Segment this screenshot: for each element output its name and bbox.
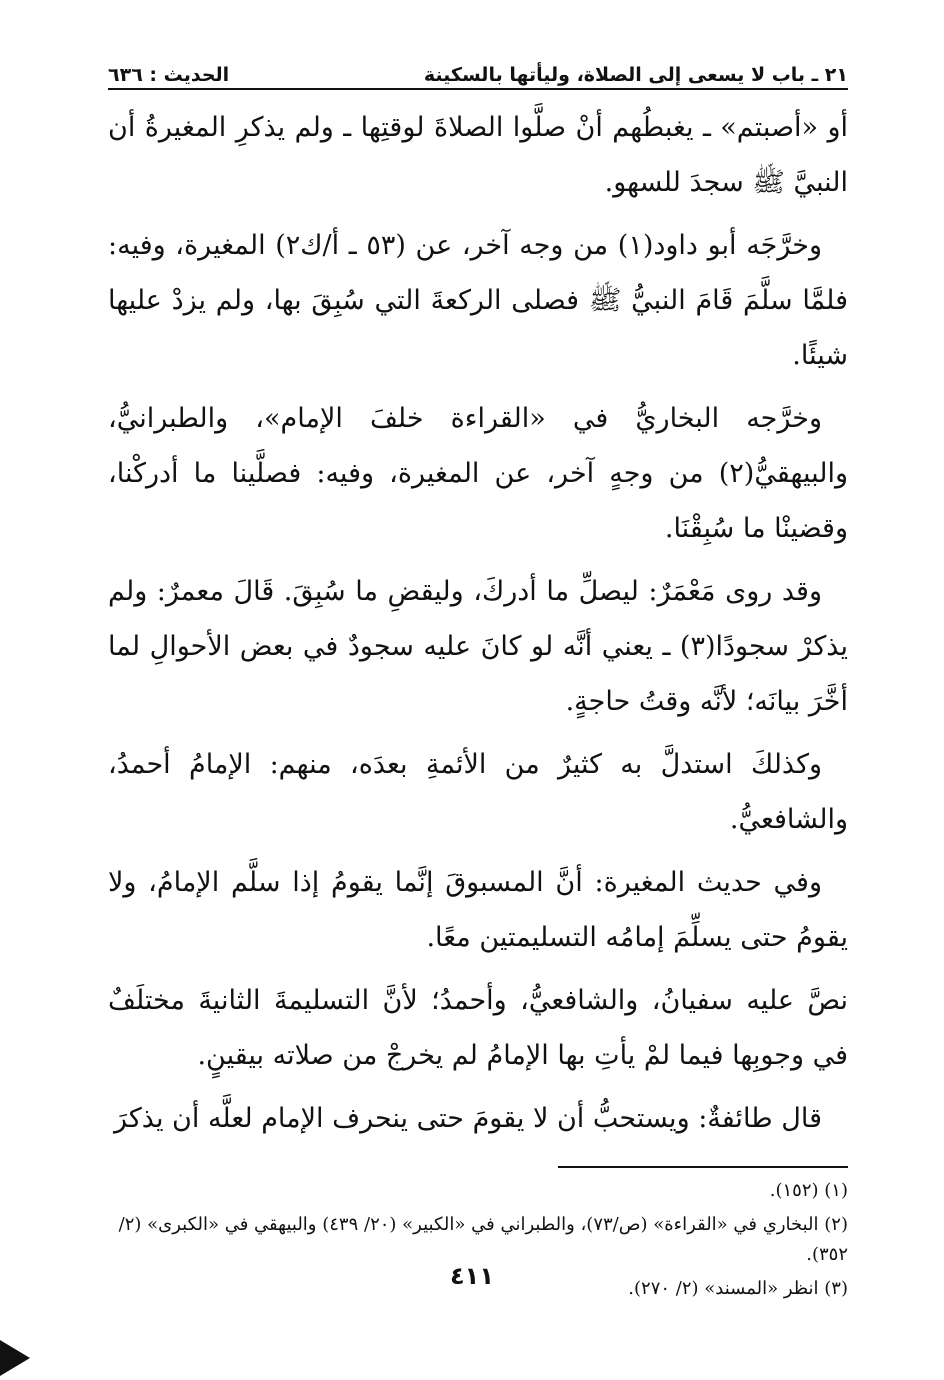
chapter-title: ٢١ ـ باب لا يسعى إلى الصلاة، وليأتها بالسكينة <box>423 64 848 86</box>
paragraph: وقد روى مَعْمَرٌ: ليصلِّ ما أدركَ، وليقضِ ما سُبِقَ. قَالَ معمرٌ: ولم يذكرْ سجودًا(٣) ـ يعني أنَّه لو كانَ عليه سجودٌ في بعض الأحوالِ لما أخَّرَ بيانَه؛ لأنَّه وقتُ حاجةٍ. <box>108 576 848 717</box>
footnote-divider <box>558 1166 848 1168</box>
paragraph: وكذلكَ استدلَّ به كثيرٌ من الأئمةِ بعدَه، منهم: الإمامُ أحمدُ، والشافعيُّ. <box>108 749 848 835</box>
footnote: (١) (١٥٢). <box>769 1180 848 1201</box>
footnote: (٢) البخاري في «القراءة» (ص/٧٣)، والطبراني في «الكبير» (٢٠/ ٤٣٩) والبيهقي في «الكبرى» (٢/ ٣٥٢). <box>118 1214 848 1265</box>
main-text <box>108 100 848 1146</box>
paragraph: قال طائفةٌ: ويستحبُّ أن لا يقومَ حتى ينحرف الإمام لعلَّه أن يذكرَ <box>114 1103 822 1134</box>
footnote: (٣) انظر «المسند» (٢/ ٢٧٠). <box>628 1278 848 1299</box>
book-page <box>108 52 848 1308</box>
page-number: ٤١١ <box>450 1262 494 1290</box>
hadith-number: الحديث : ٦٣٦ <box>108 64 230 86</box>
paragraph: وخرَّجَه أبو داود(١) من وجه آخر، عن (٥٣ ـ أ/ك٢) المغيرة، وفيه: فلمَّا سلَّمَ قَامَ النبيُّ ﷺ فصلى الركعةَ التي سُبِقَ بها، ولم يزدْ عليها شيئًا. <box>108 230 848 371</box>
running-header <box>108 52 848 90</box>
paragraph: وفي حديث المغيرة: أنَّ المسبوقَ إنَّما يقومُ إذا سلَّم الإمامُ، ولا يقومُ حتى يسلِّمَ إمامُه التسليمتين معًا. <box>108 867 848 953</box>
paragraph: نصَّ عليه سفيانُ، والشافعيُّ، وأحمدُ؛ لأنَّ التسليمةَ الثانيةَ مختلَفٌ في وجوبِها فيما لمْ يأتِ بها الإمامُ لم يخرجْ من صلاته بيقينٍ. <box>108 985 848 1071</box>
paragraph-continuation: أو «أصبتم» ـ يغبطُهم أنْ صلَّوا الصلاةَ لوقتِها ـ ولم يذكرِ المغيرةُ أن النبيَّ ﷺ سجدَ للسهو. <box>108 112 848 198</box>
page-corner-mark <box>0 1340 30 1376</box>
paragraph: وخرَّجه البخاريُّ في «القراءة خلفَ الإمام»، والطبرانيُّ، والبيهقيُّ(٢) من وجهٍ آخر، عن المغيرة، وفيه: فصلَّينا ما أدركْنا، وقضينْا ما سُبِقْنَا. <box>108 403 848 544</box>
